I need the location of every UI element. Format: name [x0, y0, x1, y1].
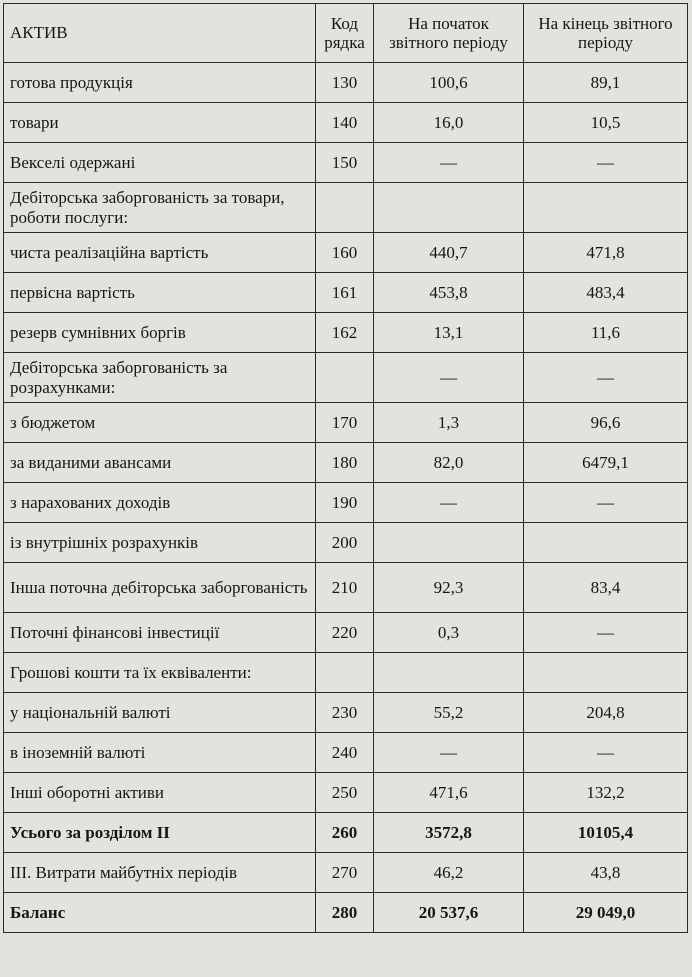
header-period-start: На початок звітного періоду: [374, 4, 524, 63]
row-end-value: 483,4: [524, 273, 688, 313]
row-name: III. Витрати майбутніх періодів: [4, 853, 316, 893]
table-row: [4, 443, 688, 483]
row-code: 130: [316, 63, 374, 103]
row-start-value: 46,2: [374, 853, 524, 893]
row-start-value: 471,6: [374, 773, 524, 813]
header-asset: АКТИВ: [4, 4, 316, 63]
row-start-value: —: [374, 733, 524, 773]
row-start-value: —: [374, 353, 524, 403]
table-row: [4, 613, 688, 653]
row-name: Усього за розділом II: [4, 813, 316, 853]
row-end-value: 6479,1: [524, 443, 688, 483]
table-row: [4, 183, 688, 233]
row-name: за виданими авансами: [4, 443, 316, 483]
row-code: 230: [316, 693, 374, 733]
table-row-balance: [4, 893, 688, 933]
row-name: з бюджетом: [4, 403, 316, 443]
row-name: з нарахованих доходів: [4, 483, 316, 523]
table-row: [4, 693, 688, 733]
row-start-value: [374, 523, 524, 563]
row-code: 200: [316, 523, 374, 563]
row-name: товари: [4, 103, 316, 143]
row-name: Поточні фінансові інвестиції: [4, 613, 316, 653]
row-name: Векселі одержані: [4, 143, 316, 183]
row-end-value: 10,5: [524, 103, 688, 143]
row-name: резерв сумнівних боргів: [4, 313, 316, 353]
table-row: [4, 273, 688, 313]
row-end-value: —: [524, 733, 688, 773]
row-start-value: 453,8: [374, 273, 524, 313]
table-row: [4, 233, 688, 273]
row-name: первісна вартість: [4, 273, 316, 313]
balance-sheet-table: [3, 3, 688, 933]
row-name: у національній валюті: [4, 693, 316, 733]
table-row: [4, 403, 688, 443]
row-code: 160: [316, 233, 374, 273]
row-name: готова продукція: [4, 63, 316, 103]
row-end-value: 471,8: [524, 233, 688, 273]
table-row: [4, 523, 688, 563]
row-end-value: —: [524, 143, 688, 183]
table-row: [4, 653, 688, 693]
row-end-value: —: [524, 483, 688, 523]
row-end-value: 83,4: [524, 563, 688, 613]
row-start-value: 440,7: [374, 233, 524, 273]
row-code: 280: [316, 893, 374, 933]
row-name: Дебіторська заборгованість за товари, роботи послуги:: [4, 183, 316, 233]
header-code: Код рядка: [316, 4, 374, 63]
row-name: Інші оборотні активи: [4, 773, 316, 813]
row-code: 170: [316, 403, 374, 443]
row-code: 270: [316, 853, 374, 893]
row-name: чиста реалізаційна вартість: [4, 233, 316, 273]
row-start-value: —: [374, 143, 524, 183]
row-code: 260: [316, 813, 374, 853]
table-row-total-section: [4, 813, 688, 853]
row-end-value: —: [524, 353, 688, 403]
table-row: [4, 313, 688, 353]
row-start-value: 3572,8: [374, 813, 524, 853]
row-end-value: 132,2: [524, 773, 688, 813]
row-end-value: [524, 523, 688, 563]
row-code: 210: [316, 563, 374, 613]
row-end-value: 10105,4: [524, 813, 688, 853]
row-code: [316, 183, 374, 233]
row-name: Інша поточна дебіторська заборгованість: [4, 563, 316, 613]
row-end-value: 29 049,0: [524, 893, 688, 933]
row-name: із внутрішніх розрахунків: [4, 523, 316, 563]
row-code: 140: [316, 103, 374, 143]
row-code: 250: [316, 773, 374, 813]
row-name: Грошові кошти та їх еквіваленти:: [4, 653, 316, 693]
row-start-value: 16,0: [374, 103, 524, 143]
row-code: 190: [316, 483, 374, 523]
row-name: в іноземній валюті: [4, 733, 316, 773]
row-end-value: 43,8: [524, 853, 688, 893]
table-row: [4, 103, 688, 143]
row-code: 180: [316, 443, 374, 483]
table-row: [4, 773, 688, 813]
row-start-value: 92,3: [374, 563, 524, 613]
row-end-value: [524, 653, 688, 693]
row-code: 150: [316, 143, 374, 183]
row-start-value: 13,1: [374, 313, 524, 353]
row-start-value: 0,3: [374, 613, 524, 653]
row-code: 240: [316, 733, 374, 773]
row-end-value: 96,6: [524, 403, 688, 443]
row-end-value: 89,1: [524, 63, 688, 103]
row-start-value: 82,0: [374, 443, 524, 483]
row-name: Баланс: [4, 893, 316, 933]
row-start-value: —: [374, 483, 524, 523]
table-row: [4, 733, 688, 773]
row-code: 161: [316, 273, 374, 313]
row-start-value: 55,2: [374, 693, 524, 733]
row-start-value: 20 537,6: [374, 893, 524, 933]
row-start-value: 100,6: [374, 63, 524, 103]
header-period-end: На кінець звітного періоду: [524, 4, 688, 63]
row-code: [316, 653, 374, 693]
row-code: 162: [316, 313, 374, 353]
row-start-value: [374, 183, 524, 233]
table-row: [4, 563, 688, 613]
header-row: [4, 4, 688, 63]
table-row: [4, 483, 688, 523]
row-end-value: 11,6: [524, 313, 688, 353]
table-row: [4, 63, 688, 103]
row-code: [316, 353, 374, 403]
table-row: [4, 353, 688, 403]
table-row: [4, 143, 688, 183]
row-start-value: [374, 653, 524, 693]
row-end-value: 204,8: [524, 693, 688, 733]
row-start-value: 1,3: [374, 403, 524, 443]
row-end-value: —: [524, 613, 688, 653]
row-name: Дебіторська заборгованість за розрахунками:: [4, 353, 316, 403]
table-row: [4, 853, 688, 893]
row-end-value: [524, 183, 688, 233]
row-code: 220: [316, 613, 374, 653]
